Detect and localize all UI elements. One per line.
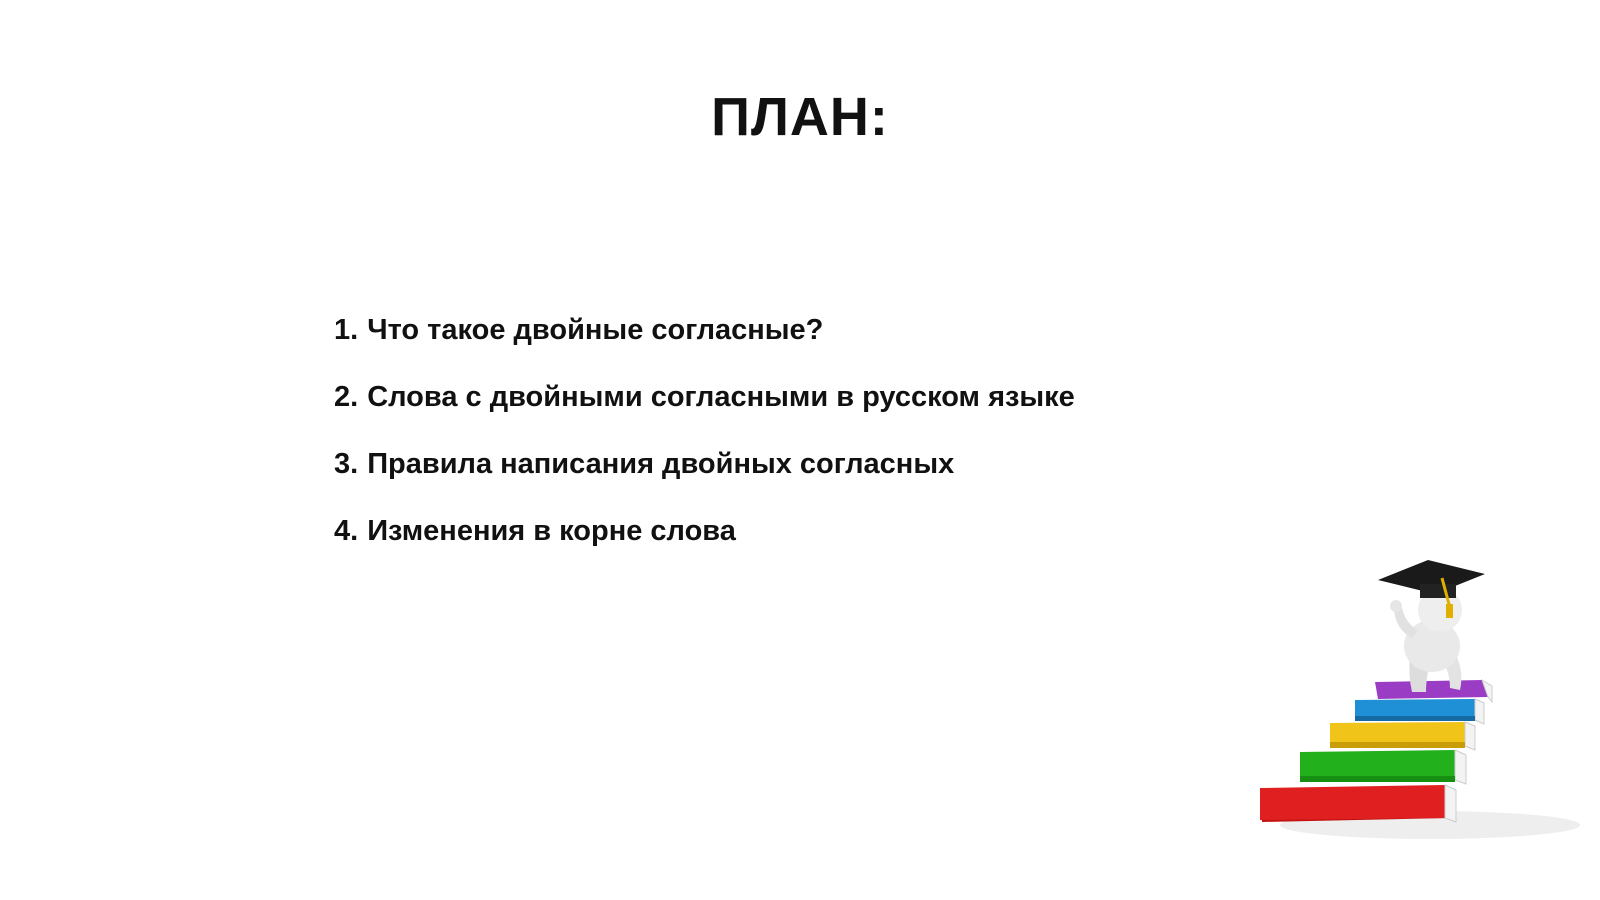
plan-list	[334, 310, 1075, 578]
plan-item-text: Изменения в корне слова	[367, 515, 736, 547]
graduate-on-books-icon	[1260, 560, 1580, 870]
book-yellow-icon	[1330, 722, 1475, 750]
book-blue-icon	[1355, 699, 1484, 724]
slide-title: ПЛАН:	[711, 87, 889, 147]
plan-item-number: 4.	[334, 515, 359, 547]
plan-item-number: 3.	[334, 448, 359, 480]
plan-item-3	[334, 444, 1075, 511]
plan-item-text: Правила написания двойных согласных	[367, 448, 955, 480]
book-purple-icon	[1375, 680, 1492, 702]
graduate-figure	[1378, 560, 1485, 692]
plan-item-4	[334, 511, 1075, 578]
plan-item-2	[334, 377, 1075, 444]
plan-item-1	[334, 310, 1075, 377]
book-red-icon	[1260, 785, 1456, 822]
plan-item-number: 2.	[334, 381, 359, 413]
book-green-icon	[1300, 750, 1466, 784]
plan-item-number: 1.	[334, 314, 359, 346]
plan-item-text: Что такое двойные согласные?	[367, 314, 824, 346]
plan-item-text: Слова с двойными согласными в русском языке	[367, 381, 1075, 413]
